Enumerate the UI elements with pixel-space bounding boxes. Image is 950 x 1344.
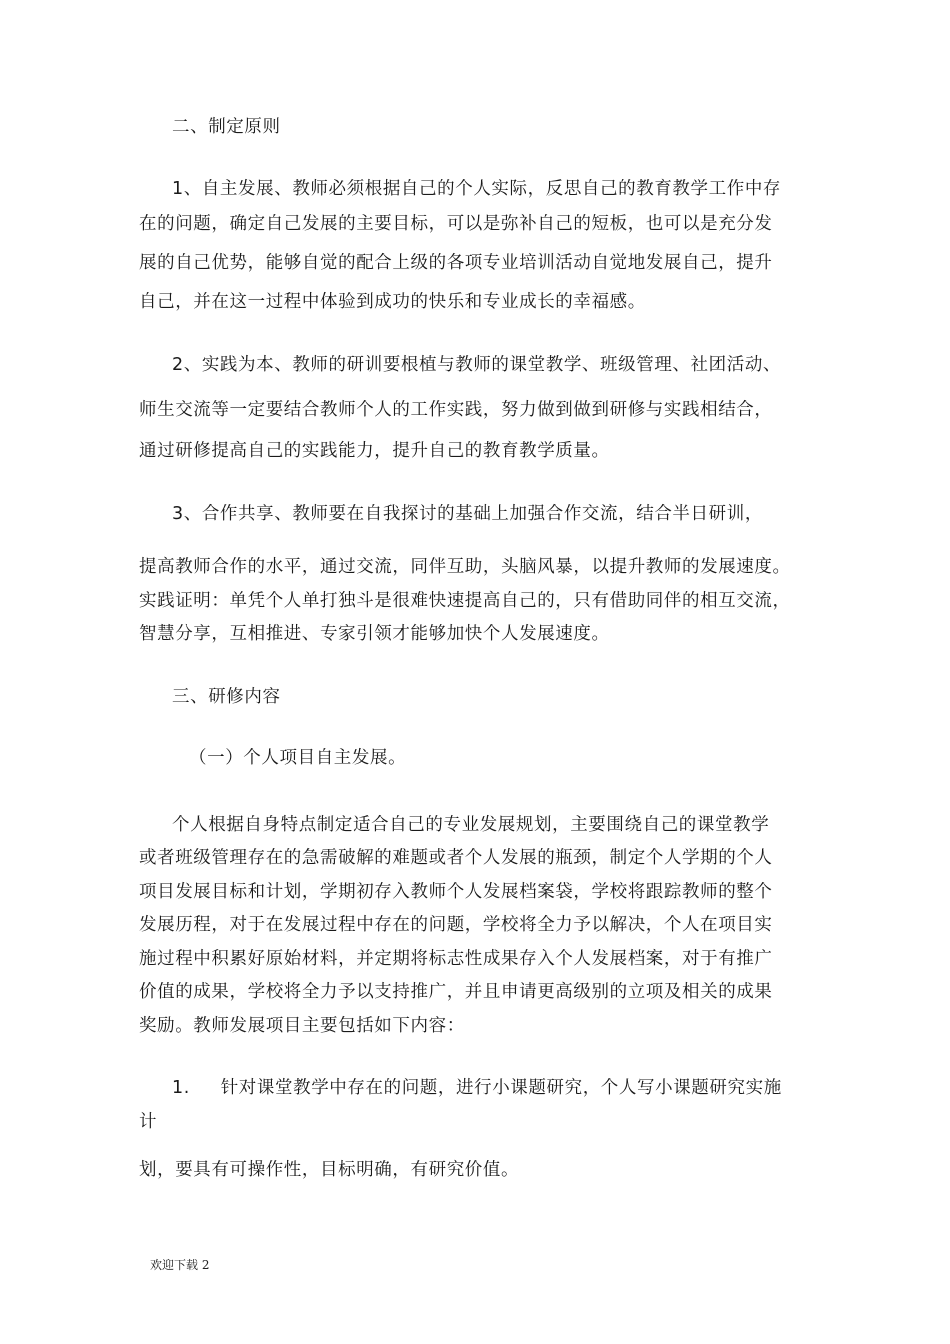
paragraph-line: 个人根据自身特点制定适合自己的专业发展规划，主要围绕自己的课堂教学: [172, 815, 770, 835]
paragraph-line: 提高教师合作的水平，通过交流，同伴互助，头脑风暴，以提升教师的发展速度。: [139, 557, 791, 577]
paragraph-line: 2、实践为本、教师的研训要根植与教师的课堂教学、班级管理、社团活动、: [172, 355, 782, 375]
list-item-1-continuation: 划，要具有可操作性，目标明确，有研究价值。: [139, 1160, 520, 1180]
paragraph-line: 或者班级管理存在的急需破解的难题或者个人发展的瓶颈，制定个人学期的个人: [139, 848, 773, 868]
paragraph-line: 项目发展目标和计划，学期初存入教师个人发展档案袋，学校将跟踪教师的整个: [139, 882, 773, 902]
section-heading-content: 三、研修内容: [172, 687, 281, 707]
list-item-1-continuation: 计: [139, 1112, 158, 1132]
paragraph-line: 自己，并在这一过程中体验到成功的快乐和专业成长的幸福感。: [139, 292, 646, 312]
paragraph-line: 展的自己优势，能够自觉的配合上级的各项专业培训活动自觉地发展自己，提升: [139, 253, 773, 273]
paragraph-line: 奖励。教师发展项目主要包括如下内容：: [139, 1016, 465, 1036]
paragraph-line: 通过研修提高自己的实践能力，提升自己的教育教学质量。: [139, 441, 610, 461]
paragraph-line: 价值的成果，学校将全力予以支持推广，并且申请更高级别的立项及相关的成果: [139, 982, 773, 1002]
page-footer: 欢迎下载 2: [150, 1258, 210, 1272]
paragraph-line: 在的问题，确定自己发展的主要目标，可以是弥补自己的短板，也可以是充分发: [139, 214, 773, 234]
paragraph-line: 发展历程，对于在发展过程中存在的问题，学校将全力予以解决，个人在项目实: [139, 915, 773, 935]
subsection-heading: （一）个人项目自主发展。: [189, 748, 407, 768]
paragraph-line: 师生交流等一定要结合教师个人的工作实践，努力做到做到研修与实践相结合，: [139, 400, 773, 420]
paragraph-line: 实践证明：单凭个人单打独斗是很难快速提高自己的，只有借助同伴的相互交流，: [139, 591, 791, 611]
paragraph-line: 1、自主发展、教师必须根据自己的个人实际，反思自己的教育教学工作中存: [172, 179, 782, 199]
paragraph-line: 智慧分享，互相推进、专家引领才能够加快个人发展速度。: [139, 624, 610, 644]
list-item-1: 1. 针对课堂教学中存在的问题，进行小课题研究，个人写小课题研究实施: [172, 1078, 782, 1098]
paragraph-line: 3、合作共享、教师要在自我探讨的基础上加强合作交流，结合半日研训，: [172, 504, 763, 524]
paragraph-line: 施过程中积累好原始材料，并定期将标志性成果存入个人发展档案，对于有推广: [139, 949, 773, 969]
section-heading-principles: 二、制定原则: [172, 117, 281, 137]
